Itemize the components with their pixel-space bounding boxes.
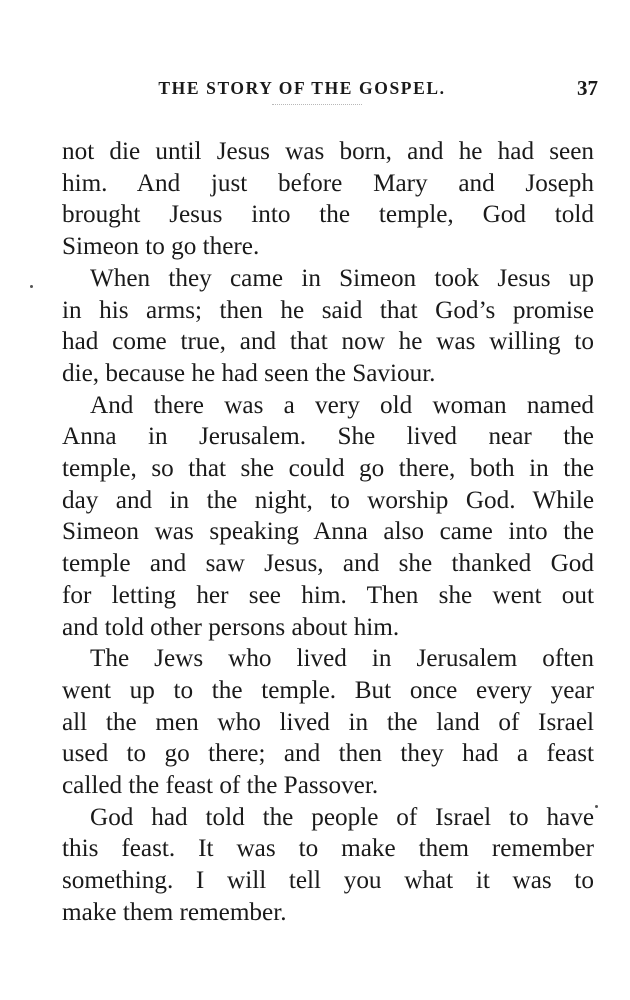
body-text [62,136,594,929]
paragraph-2 [62,263,594,390]
paragraph-5 [62,802,594,929]
text-line: temple and saw Jesus, and she thanked God [62,550,594,578]
text-line: Simeon to go there. [62,233,260,261]
text-line: When they came in Simeon took Jesus up [90,264,594,292]
text-line: had come true, and that now he was willing to [62,328,594,356]
text-line: for letting her see him. Then she went out [62,581,594,609]
running-head [62,78,598,106]
text-line: not die until Jesus was born, and he had seen [62,138,594,165]
paragraph-4 [62,643,594,802]
margin-speck [30,285,33,288]
text-line: brought Jesus into the temple, God told [62,201,594,229]
text-line: all the men who lived in the land of Israel [62,708,594,736]
text-line: Anna in Jerusalem. She lived near the [62,423,594,451]
text-line: day and in the night, to worship God. While [62,486,594,514]
paragraph-3 [62,390,594,644]
text-line: used to go there; and then they had a feast [62,740,594,768]
text-line: And there was a very old woman named [90,391,594,419]
running-title: THE STORY OF THE GOSPEL. [158,78,446,98]
text-line: make them remember. [62,898,287,926]
text-line: called the feast of the Passover. [62,772,379,800]
text-line: this feast. It was to make them remember [62,835,594,863]
text-line: die, because he had seen the Saviour. [62,359,436,387]
text-line: something. I will tell you what it was to [62,867,594,895]
text-line: went up to the temple. But once every year [62,676,594,704]
text-line: him. And just before Mary and Joseph [62,169,594,197]
text-line: The Jews who lived in Jerusalem often [90,645,594,673]
paragraph-1 [62,136,594,263]
text-line: in his arms; then he said that God’s promise [62,296,594,324]
text-line: God had told the people of Israel to have [90,803,594,831]
header-rule [272,104,362,105]
text-line: Simeon was speaking Anna also came into the [62,518,594,546]
text-line: temple, so that she could go there, both in the [62,455,594,483]
margin-speck [595,805,598,808]
page-number: 37 [577,76,598,100]
text-line: and told other persons about him. [62,613,400,641]
